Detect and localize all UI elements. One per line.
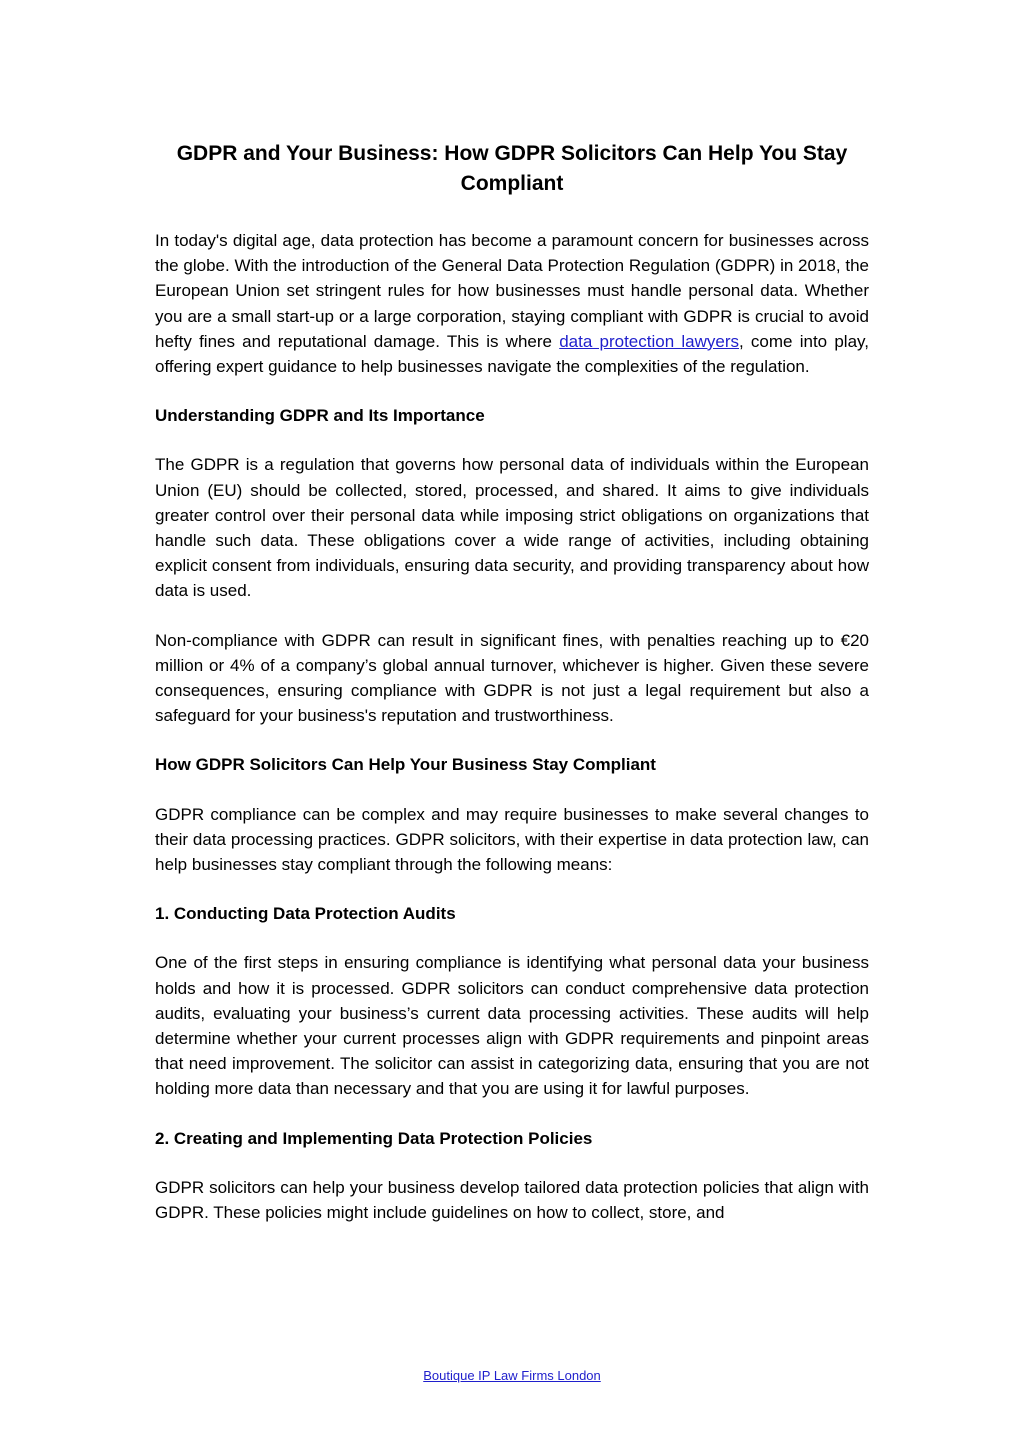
subsection-heading-audits: 1. Conducting Data Protection Audits — [155, 904, 456, 924]
data-protection-lawyers-link[interactable]: data protection lawyers — [559, 331, 739, 351]
intro-text-end: , come into play, offering expert guidance to help businesses navigate the complexities of the regulation. — [155, 331, 869, 377]
section-heading-how-solicitors-help: How GDPR Solicitors Can Help Your Business Stay Compliant — [155, 755, 656, 775]
subsection-heading-policies: 2. Creating and Implementing Data Protection Policies — [155, 1128, 593, 1148]
section-heading-understanding-gdpr: Understanding GDPR and Its Importance — [155, 406, 485, 426]
page-footer — [0, 1367, 1024, 1385]
paragraph-non-compliance: Non-compliance with GDPR can result in significant fines, with penalties reaching up to €20 million or 4% of a company’s global annual turnover, whichever is higher. Given these severe consequences, ensuring compliance with GDPR is not just a legal requirement but also a safeguard for your business's reputation and trustworthiness. — [155, 630, 869, 726]
document-body — [155, 228, 869, 1249]
page-title: GDPR and Your Business: How GDPR Solicitors Can Help You Stay Compliant — [176, 142, 848, 196]
intro-paragraph — [155, 228, 869, 379]
paragraph-compliance-complex: GDPR compliance can be complex and may require businesses to make several changes to their data processing practices. GDPR solicitors, with their expertise in data protection law, can help businesses stay compliant through the following means: — [155, 804, 869, 875]
paragraph-gdpr-definition: The GDPR is a regulation that governs how personal data of individuals within the European Union (EU) should be collected, stored, processed, and shared. It aims to give individuals greater control over their personal data while imposing strict obligations on organizations that handle such data. These obligations cover a wide range of activities, including obtaining explicit consent from individuals, ensuring data security, and providing transparency about how data is used. — [155, 455, 869, 601]
intro-text-start: In today's digital age, data protection has become a paramount concern for businesses across the globe. With the introduction of the General Data Protection Regulation (GDPR) in 2018, the European Union set stringent rules for how businesses must handle personal data. Whether you are a small start-up or a large corporation, staying compliant with GDPR is crucial to avoid hefty fines and reputational damage. This is where — [155, 231, 869, 351]
footer-link[interactable]: Boutique IP Law Firms London — [423, 1368, 601, 1383]
paragraph-policies: GDPR solicitors can help your business develop tailored data protection policies that align with GDPR. These policies might include guidelines on how to collect, store, and — [155, 1177, 869, 1223]
paragraph-audits: One of the first steps in ensuring compliance is identifying what personal data your business holds and how it is processed. GDPR solicitors can conduct comprehensive data protection audits, evaluating your business’s current data processing activities. These audits will help determine whether your current processes align with GDPR requirements and pinpoint areas that need improvement. The solicitor can assist in categorizing data, ensuring that you are not holding more data than necessary and that you are using it for lawful purposes. — [155, 953, 869, 1099]
